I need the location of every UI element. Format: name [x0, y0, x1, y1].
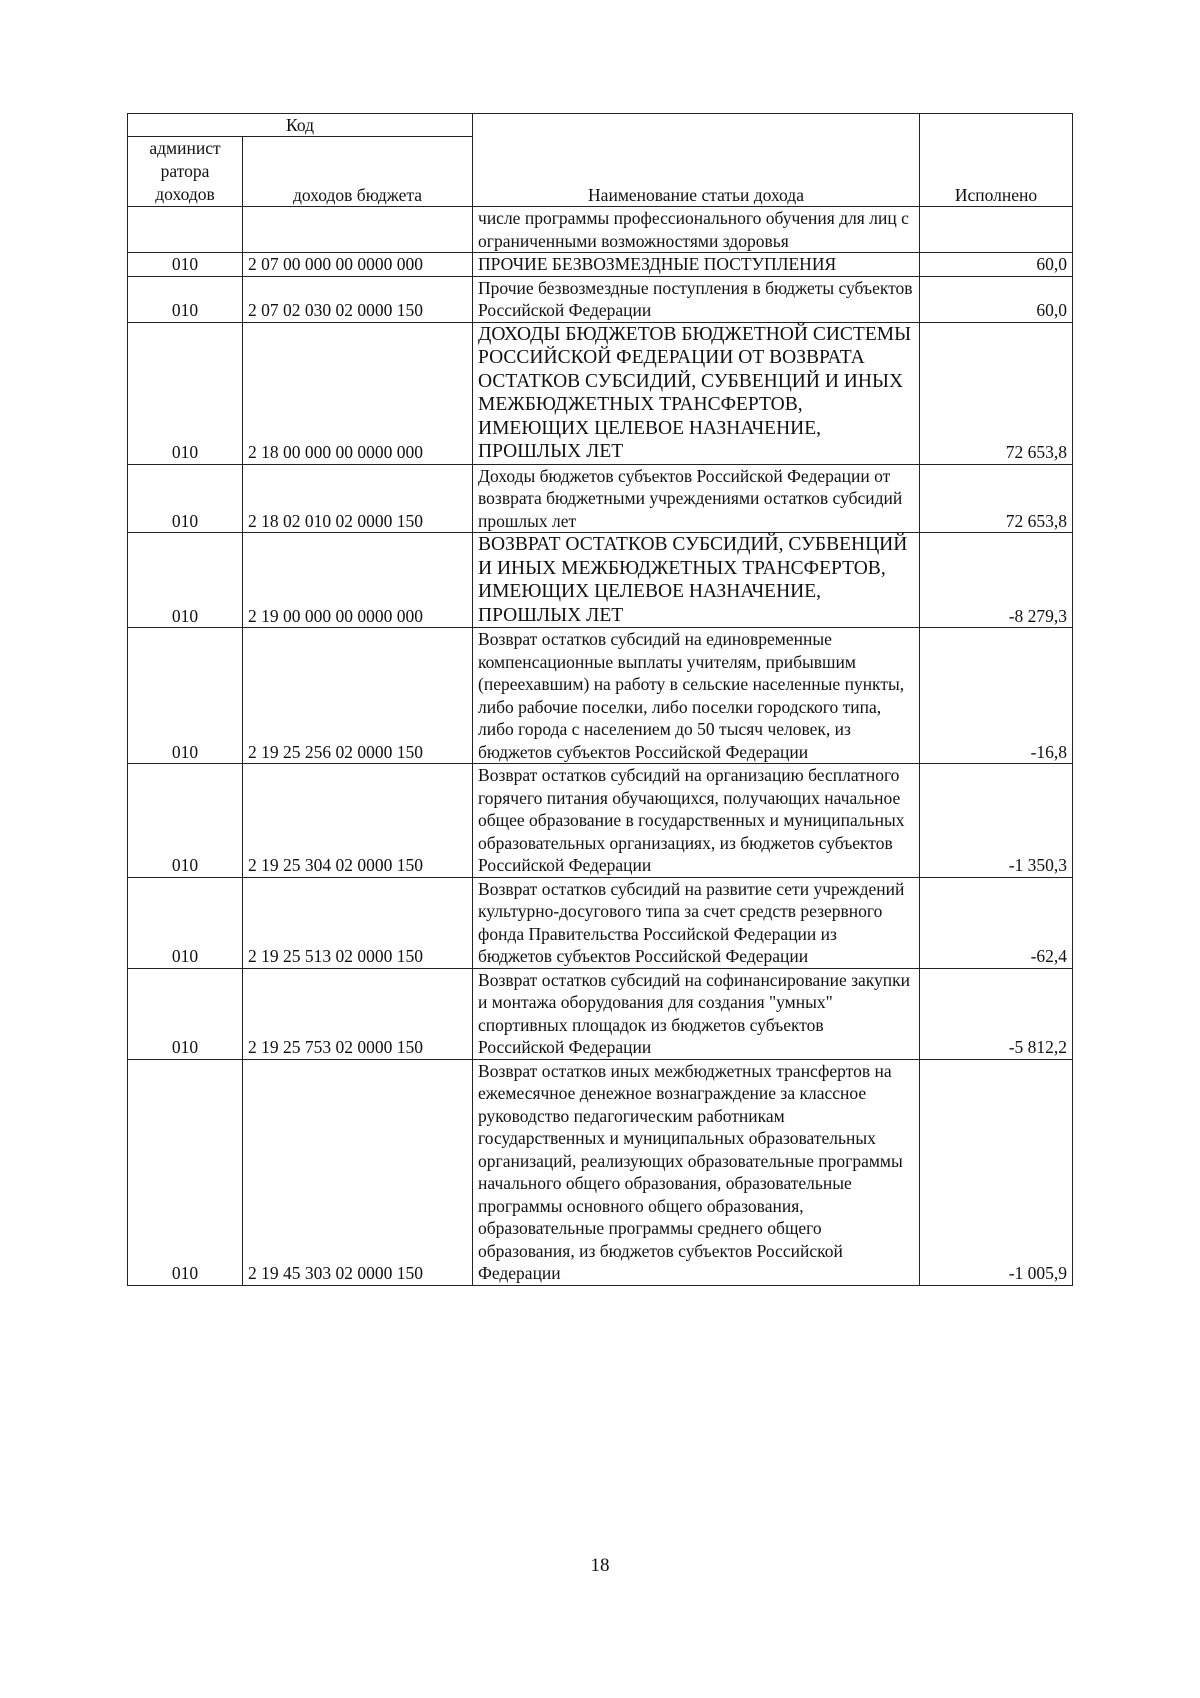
executed-cell: -16,8	[920, 628, 1073, 764]
income-code-cell	[243, 207, 473, 253]
income-name-cell: Возврат остатков субсидий на софинансирование закупки и монтажа оборудования для создания "умных" спортивных площадок из бюджетов субъектов Российской Федерации	[473, 968, 920, 1059]
executed-cell: -1 350,3	[920, 764, 1073, 878]
executed-cell: -62,4	[920, 877, 1073, 968]
income-code-cell: 2 19 00 000 00 0000 000	[243, 533, 473, 628]
revenue-table	[127, 113, 1073, 1286]
income-code-cell: 2 07 00 000 00 0000 000	[243, 253, 473, 277]
income-name-cell: Доходы бюджетов субъектов Российской Федерации от возврата бюджетными учреждениями остатков субсидий прошлых лет	[473, 464, 920, 533]
executed-cell: 60,0	[920, 276, 1073, 322]
executed-cell: -8 279,3	[920, 533, 1073, 628]
income-name-cell: числе программы профессионального обучения для лиц с ограниченными возможностями здоровья	[473, 207, 920, 253]
executed-cell: -1 005,9	[920, 1059, 1073, 1285]
income-name-cell: ВОЗВРАТ ОСТАТКОВ СУБСИДИЙ, СУБВЕНЦИЙ И ИНЫХ МЕЖБЮДЖЕТНЫХ ТРАНСФЕРТОВ, ИМЕЮЩИХ ЦЕЛЕВОЕ НАЗНАЧЕНИЕ, ПРОШЛЫХ ЛЕТ	[473, 533, 920, 628]
admin-code-cell: 010	[128, 1059, 243, 1285]
admin-code-cell: 010	[128, 628, 243, 764]
table-row	[128, 877, 1073, 968]
income-code-cell: 2 18 02 010 02 0000 150	[243, 464, 473, 533]
header-executed: Исполнено	[920, 114, 1073, 207]
income-code-cell: 2 19 25 304 02 0000 150	[243, 764, 473, 878]
admin-code-cell: 010	[128, 877, 243, 968]
income-code-cell: 2 18 00 000 00 0000 000	[243, 322, 473, 464]
table-row	[128, 322, 1073, 464]
income-code-cell: 2 07 02 030 02 0000 150	[243, 276, 473, 322]
admin-code-cell: 010	[128, 968, 243, 1059]
admin-code-cell: 010	[128, 253, 243, 277]
table-row	[128, 276, 1073, 322]
table-row	[128, 207, 1073, 253]
income-name-cell: Возврат остатков субсидий на развитие сети учреждений культурно-досугового типа за счет средств резервного фонда Правительства Российской Федерации из бюджетов субъектов Российской Федерации	[473, 877, 920, 968]
table-row	[128, 464, 1073, 533]
income-name-cell: Возврат остатков иных межбюджетных трансфертов на ежемесячное денежное вознаграждение за классное руководство педагогическим работникам государственных и муниципальных образовательных организаций, реализующих образовательные программы начального общего образования, образовательные программы основного общего образования, образовательные программы среднего общего образования, из бюджетов субъектов Российской Федерации	[473, 1059, 920, 1285]
income-code-cell: 2 19 25 753 02 0000 150	[243, 968, 473, 1059]
header-code-group: Код	[128, 114, 473, 137]
admin-code-cell: 010	[128, 276, 243, 322]
income-name-cell: Возврат остатков субсидий на единовременные компенсационные выплаты учителям, прибывшим (переехавшим) на работу в сельские населенные пункты, либо рабочие поселки, либо поселки городского типа, либо города с населением до 50 тысяч человек, из бюджетов субъектов Российской Федерации	[473, 628, 920, 764]
executed-cell: 60,0	[920, 253, 1073, 277]
income-name-cell: ДОХОДЫ БЮДЖЕТОВ БЮДЖЕТНОЙ СИСТЕМЫ РОССИЙСКОЙ ФЕДЕРАЦИИ ОТ ВОЗВРАТА ОСТАТКОВ СУБСИДИЙ, СУБВЕНЦИЙ И ИНЫХ МЕЖБЮДЖЕТНЫХ ТРАНСФЕРТОВ, ИМЕЮЩИХ ЦЕЛЕВОЕ НАЗНАЧЕНИЕ, ПРОШЛЫХ ЛЕТ	[473, 322, 920, 464]
page-number: 18	[590, 1555, 610, 1576]
header-admin: админист ратора доходов	[128, 137, 243, 207]
admin-code-cell: 010	[128, 764, 243, 878]
income-name-cell: ПРОЧИЕ БЕЗВОЗМЕЗДНЫЕ ПОСТУПЛЕНИЯ	[473, 253, 920, 277]
admin-code-cell: 010	[128, 322, 243, 464]
income-code-cell: 2 19 45 303 02 0000 150	[243, 1059, 473, 1285]
income-code-cell: 2 19 25 256 02 0000 150	[243, 628, 473, 764]
table-row	[128, 628, 1073, 764]
header-name: Наименование статьи дохода	[473, 114, 920, 207]
table-body	[128, 207, 1073, 1286]
header-income-code: доходов бюджета	[243, 137, 473, 207]
table-row	[128, 1059, 1073, 1285]
executed-cell: -5 812,2	[920, 968, 1073, 1059]
table-row	[128, 533, 1073, 628]
executed-cell	[920, 207, 1073, 253]
table-header	[128, 114, 1073, 207]
admin-code-cell: 010	[128, 533, 243, 628]
table-row	[128, 253, 1073, 277]
executed-cell: 72 653,8	[920, 464, 1073, 533]
admin-code-cell	[128, 207, 243, 253]
income-code-cell: 2 19 25 513 02 0000 150	[243, 877, 473, 968]
table-row	[128, 968, 1073, 1059]
income-name-cell: Прочие безвозмездные поступления в бюджеты субъектов Российской Федерации	[473, 276, 920, 322]
table-row	[128, 764, 1073, 878]
admin-code-cell: 010	[128, 464, 243, 533]
executed-cell: 72 653,8	[920, 322, 1073, 464]
income-name-cell: Возврат остатков субсидий на организацию бесплатного горячего питания обучающихся, получающих начальное общее образование в государственных и муниципальных образовательных организациях, из бюджетов субъектов Российской Федерации	[473, 764, 920, 878]
